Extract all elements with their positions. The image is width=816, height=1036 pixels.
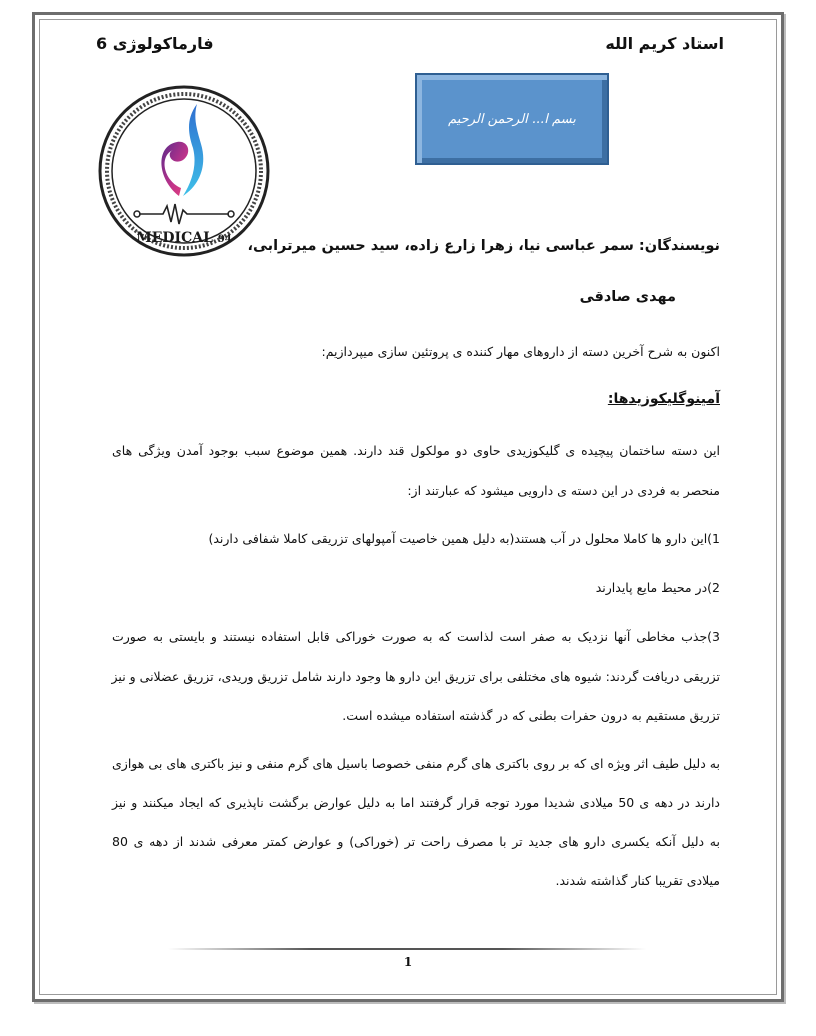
page-number: 1 — [403, 955, 413, 969]
body-line: به دلیل طیف اثر ویژه ای که بر روی باکتری های گرم منفی خصوصا باسیل های گرم منفی و نیز باکتری های بی هوازی — [112, 756, 720, 771]
footer-divider — [168, 948, 646, 950]
body-line: دارند در دهه ی 50 میلادی شدیدا مورد توجه قرار گرفتند اما به دلیل عوارض برگشت ناپذیری که ایجاد میکنند و نیز — [112, 795, 721, 810]
body-line: این دسته ساختمان پیچیده ی گلیکوزیدی حاوی دو مولکول قند دارند. همین موضوع سبب بوجود آمدن ویژگی های — [112, 443, 720, 458]
header-course-title: فارماکولوژی 6 — [96, 34, 214, 53]
body-line: تزریقی دریافت گردند: شیوه های مختلفی برای تزریق این دارو ها وجود دارند شامل تزریق وریدی، تزریق عضلانی و نیز — [111, 669, 720, 684]
intro-paragraph: اکنون به شرح آخرین دسته از داروهای مهار کننده ی پروتئین سازی میپردازیم: — [321, 344, 720, 359]
bismillah-box — [415, 73, 609, 165]
body-line: منحصر به فردی در این دسته ی دارویی میشود که عبارتند از: — [407, 483, 720, 498]
body-line: میلادی تقریبا کنار گذاشته شدند. — [555, 873, 720, 888]
header-instructor: استاد کریم الله — [605, 34, 724, 53]
medical-94-logo — [97, 84, 271, 258]
bismillah-text: بسم ا... الرحمن الرحیم — [448, 111, 576, 127]
section-heading: آمینوگلیکوزیدها: — [607, 391, 720, 407]
list-item-3: 3)جذب مخاطی آنها نزدیک به صفر است لذاست که به صورت خوراکی قابل استفاده نیستند و بایستی به صورت — [112, 629, 720, 644]
body-line: تزریق مستقیم به درون حفرات بطنی که در گذشته استفاده میشده است. — [342, 708, 720, 723]
list-item-2: 2)در محیط مایع پایدارند — [595, 580, 720, 595]
authors-line-1: نویسندگان: سمر عباسی نیا، زهرا زارع زاده، سید حسین میرترابی، — [247, 238, 720, 254]
body-line: به دلیل آنکه یکسری دارو های جدید تر با مصرف راحت تر (خوراکی) و عوارض کمتر معرفی شدند از دهه ی 80 — [112, 834, 720, 849]
list-item-1: 1)این دارو ها کاملا محلول در آب هستند(به دلیل همین خاصیت آمپولهای تزریقی کاملا شفافی دارند) — [208, 531, 720, 546]
svg-text:MEDICAL 94: MEDICAL 94 — [136, 230, 232, 246]
authors-line-2: مهدی صادقی — [579, 289, 676, 305]
